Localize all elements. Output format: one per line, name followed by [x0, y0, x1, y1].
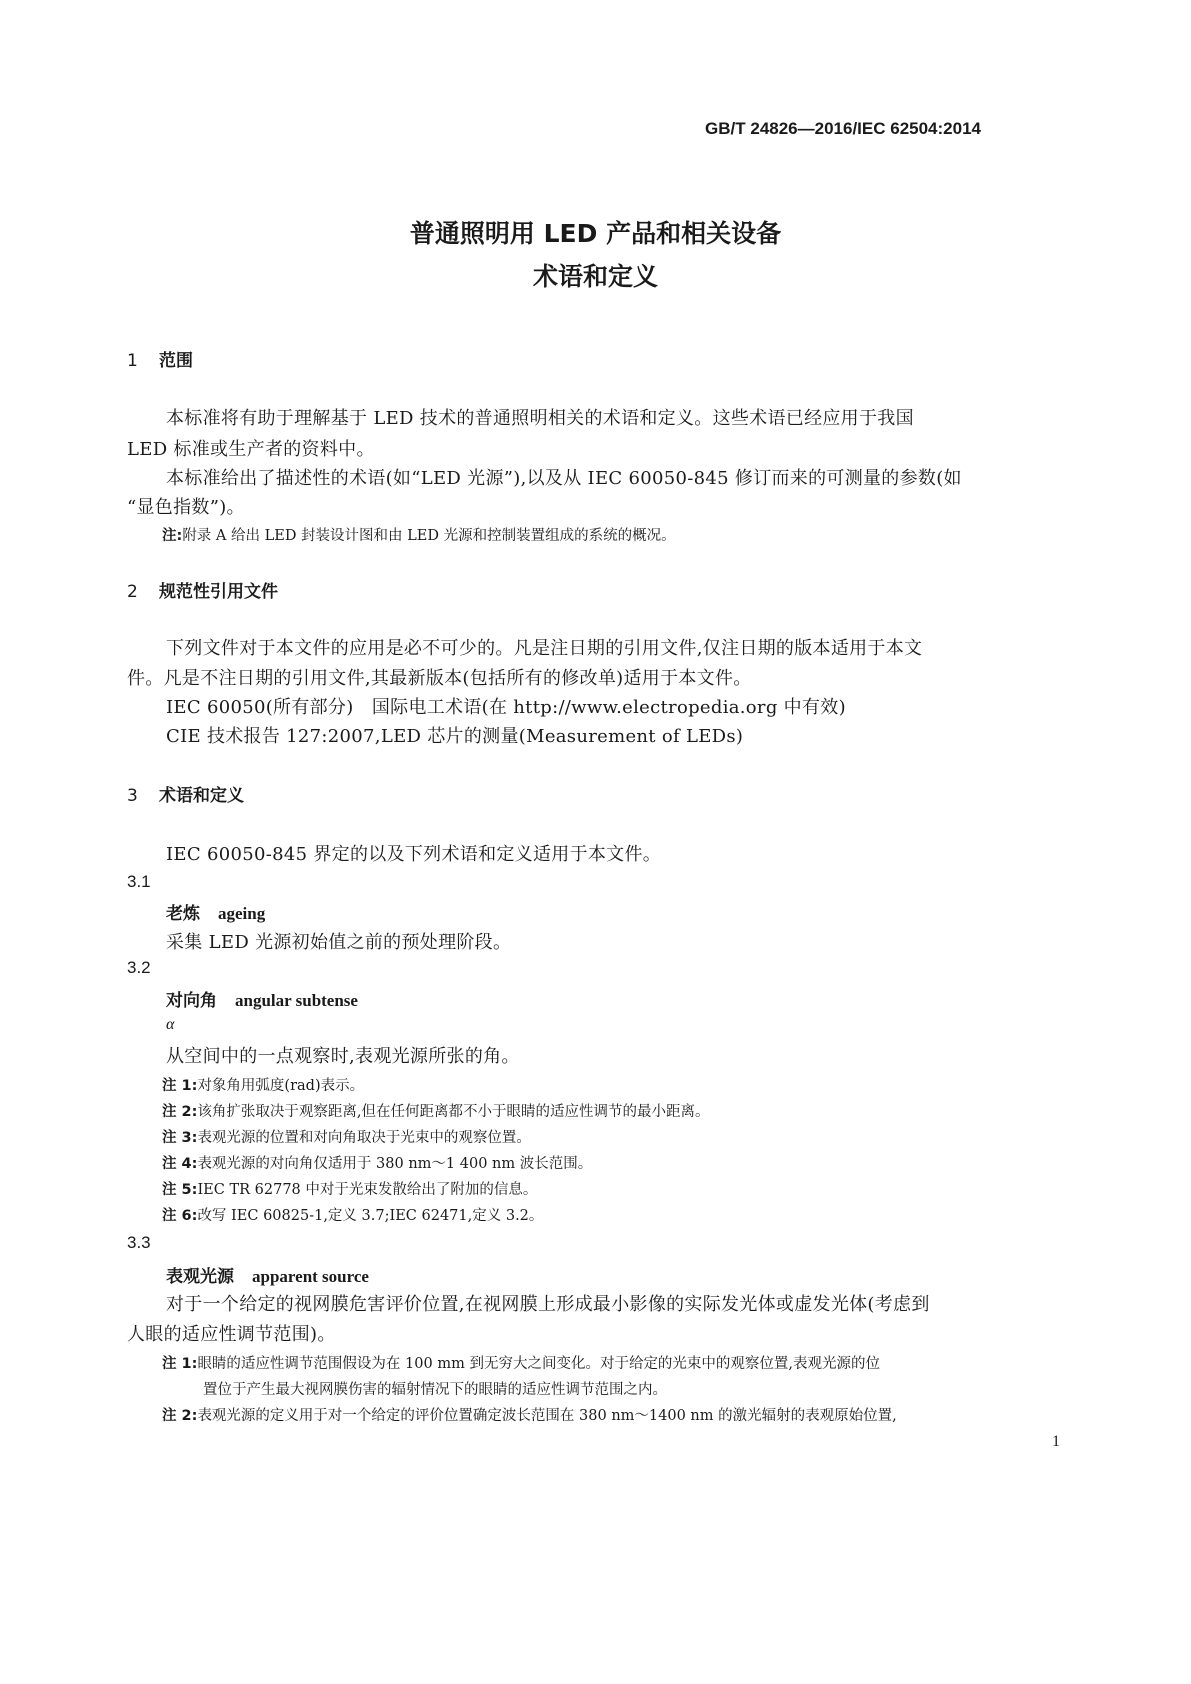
- note: [162, 1404, 897, 1425]
- term-heading: [166, 986, 358, 1011]
- note: [162, 1074, 364, 1095]
- note: [162, 1152, 592, 1173]
- note-label: 注 5:: [162, 1182, 198, 1198]
- note-text: 表观光源的位置和对向角取决于光束中的观察位置。: [197, 1130, 531, 1146]
- note-text: 对象角用弧度(rad)表示。: [197, 1078, 365, 1094]
- section-2-heading: [127, 577, 278, 602]
- paragraph-line: “显色指数”)。: [127, 497, 245, 518]
- note-label: 注:: [162, 528, 183, 544]
- note-text: 表观光源的定义用于对一个给定的评价位置确定波长范围在 380 nm～1400 nm 的激光辐射的表观原始位置,: [197, 1408, 897, 1424]
- term-chinese: 老炼: [166, 904, 200, 924]
- note-text: IEC TR 62778 中对于光束发散给出了附加的信息。: [197, 1182, 538, 1198]
- section-title: 规范性引用文件: [159, 582, 278, 602]
- paragraph-line: 本标准给出了描述性的术语(如“LED 光源”),以及从 IEC 60050-845 修订而来的可测量的参数(如: [166, 468, 962, 489]
- term-number: 3.1: [127, 872, 151, 891]
- section-title: 范围: [159, 351, 193, 371]
- note-label: 注 1:: [162, 1078, 198, 1094]
- term-heading: [166, 1262, 369, 1287]
- term-definition-line: 对于一个给定的视网膜危害评价位置,在视网膜上形成最小影像的实际发光体或虚发光体(考虑到: [166, 1294, 930, 1315]
- section-number: 2: [127, 582, 138, 602]
- term-chinese: 表观光源: [166, 1267, 234, 1287]
- note: [162, 1178, 537, 1199]
- paragraph-line: IEC 60050-845 界定的以及下列术语和定义适用于本文件。: [166, 844, 662, 865]
- section-3-heading: [127, 781, 244, 806]
- reference-item: IEC 60050(所有部分) 国际电工术语(在 http://www.electropedia.org 中有效): [166, 697, 846, 718]
- page-number: 1: [1052, 1433, 1060, 1450]
- term-english: ageing: [218, 904, 266, 923]
- term-chinese: 对向角: [166, 991, 217, 1011]
- term-number: 3.3: [127, 1233, 151, 1252]
- document-title-line1: 普通照明用 LED 产品和相关设备: [409, 219, 782, 248]
- term-definition: 采集 LED 光源初始值之前的预处理阶段。: [166, 932, 512, 953]
- note-text: 附录 A 给出 LED 封装设计图和由 LED 光源和控制装置组成的系统的概况。: [182, 528, 676, 544]
- note-label: 注 1:: [162, 1356, 198, 1372]
- paragraph-line: 本标准将有助于理解基于 LED 技术的普通照明相关的术语和定义。这些术语已经应用于我国: [166, 408, 914, 429]
- note-label: 注 2:: [162, 1104, 198, 1120]
- note-text: 眼睛的适应性调节范围假设为在 100 mm 到无穷大之间变化。对于给定的光束中的观察位置,表观光源的位: [197, 1356, 881, 1372]
- reference-item: CIE 技术报告 127:2007,LED 芯片的测量(Measurement of LEDs): [166, 726, 744, 747]
- document-title-line2: 术语和定义: [532, 262, 658, 291]
- paragraph-line: 下列文件对于本文件的应用是必不可少的。凡是注日期的引用文件,仅注日期的版本适用于本文: [166, 638, 923, 659]
- term-number: 3.2: [127, 958, 151, 977]
- note: [162, 1352, 880, 1373]
- note-label: 注 3:: [162, 1130, 198, 1146]
- section-title: 术语和定义: [159, 786, 244, 806]
- note-continuation: 置位于产生最大视网膜伤害的辐射情况下的眼睛的适应性调节范围之内。: [203, 1382, 667, 1398]
- note-label: 注 6:: [162, 1208, 198, 1224]
- note-label: 注 4:: [162, 1156, 198, 1172]
- note: [162, 1100, 710, 1121]
- note-label: 注 2:: [162, 1408, 198, 1424]
- paragraph-line: 件。凡是不注日期的引用文件,其最新版本(包括所有的修改单)适用于本文件。: [127, 668, 752, 689]
- note-text: 表观光源的对向角仅适用于 380 nm～1 400 nm 波长范围。: [197, 1156, 593, 1172]
- paragraph-line: LED 标准或生产者的资料中。: [127, 439, 375, 460]
- section-1-heading: [127, 346, 193, 371]
- note-text: 改写 IEC 60825-1,定义 3.7;IEC 62471,定义 3.2。: [197, 1208, 544, 1224]
- term-english: apparent source: [252, 1267, 369, 1286]
- term-english: angular subtense: [235, 991, 358, 1010]
- section-number: 3: [127, 786, 138, 806]
- term-definition: 从空间中的一点观察时,表观光源所张的角。: [166, 1046, 520, 1067]
- term-heading: [166, 899, 265, 924]
- note: [162, 1204, 543, 1225]
- note-text: 该角扩张取决于观察距离,但在任何距离都不小于眼睛的适应性调节的最小距离。: [197, 1104, 710, 1120]
- term-symbol: α: [166, 1016, 175, 1033]
- note: [162, 524, 676, 545]
- term-definition-line: 人眼的适应性调节范围)。: [127, 1324, 336, 1345]
- section-number: 1: [127, 351, 138, 371]
- standard-number: GB/T 24826—2016/IEC 62504:2014: [705, 119, 981, 138]
- note: [162, 1126, 531, 1147]
